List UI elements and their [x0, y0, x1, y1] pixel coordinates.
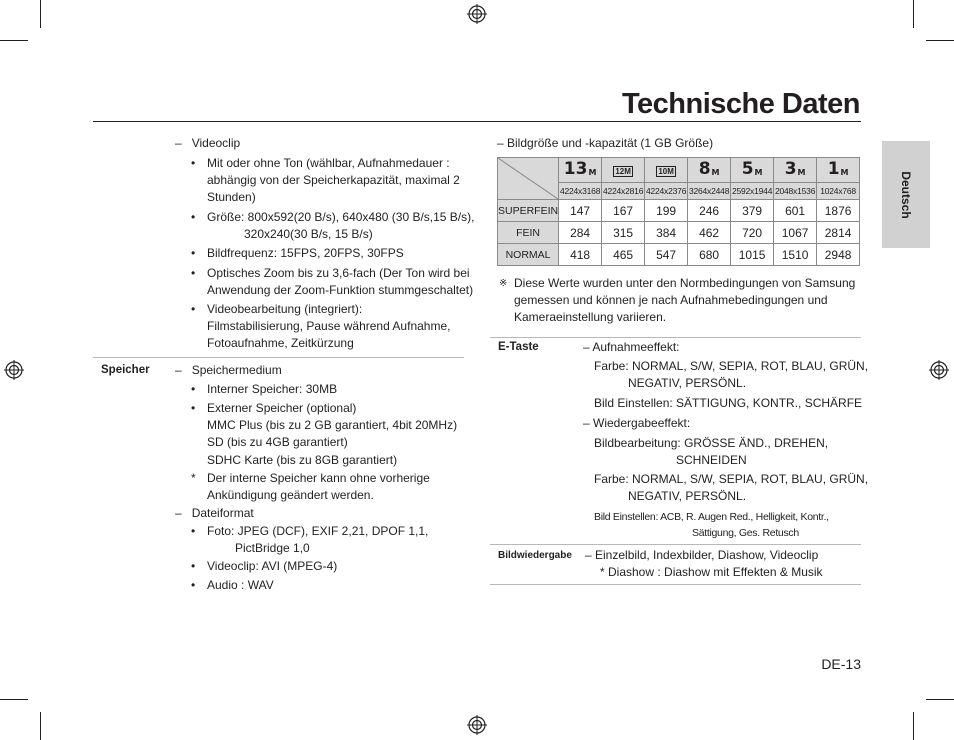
speicher-note: * Der interne Speicher kann ohne vorherige Ankündigung geändert werden. — [191, 471, 430, 502]
crop-mark — [0, 699, 28, 700]
table-row — [498, 222, 860, 244]
crop-mark — [40, 712, 41, 740]
table-cell: 384 — [645, 222, 688, 244]
wiedergabeeffekt-heading: – Wiedergabeeffekt: — [583, 416, 691, 430]
table-cell: 2814 — [817, 222, 860, 244]
speicher-label: Speicher — [101, 364, 150, 376]
table-cell: 720 — [731, 222, 774, 244]
registration-mark-icon — [929, 360, 949, 380]
resolution-label: 3264x2448 — [688, 183, 731, 200]
section-rule — [490, 337, 861, 338]
bildwiedergabe-label: Bildwiedergabe — [498, 550, 572, 561]
registration-mark-icon — [467, 4, 487, 24]
crop-mark — [926, 40, 954, 41]
wiedergabe-farbe: Farbe: NORMAL, S/W, SEPIA, ROT, BLAU, GRÜN, NEGATIV, PERSÖNL. — [594, 472, 869, 503]
table-cell: 379 — [731, 200, 774, 222]
page-title: Technische Daten — [621, 88, 860, 120]
resolution-8m-icon: 8 M — [688, 158, 731, 183]
table-footnote: ※ Diese Werte wurden unter den Normbedingungen von Samsung gemessen und können je nach Aufnahmebedingungen und Kameraeinstellung variieren. — [499, 276, 856, 324]
table-row — [498, 200, 860, 222]
resolution-label: 2048x1536 — [774, 183, 817, 200]
format-bullet: • Audio : WAV — [191, 578, 274, 592]
table-cell: 199 — [645, 200, 688, 222]
table-cell: 315 — [602, 222, 645, 244]
table-corner — [498, 158, 559, 200]
page-number: DE-13 — [821, 656, 861, 672]
registration-mark-icon — [4, 360, 24, 380]
registration-mark-icon — [467, 715, 487, 735]
resolution-3m-icon: 3 M — [774, 158, 817, 183]
table-caption: – Bildgröße und -kapazität (1 GB Größe) — [497, 136, 714, 150]
crop-mark — [40, 0, 41, 28]
aufnahme-bild: Bild Einstellen: SÄTTIGUNG, KONTR., SCHÄRFE — [594, 396, 863, 410]
side-tab — [882, 141, 930, 248]
table-cell: 601 — [774, 200, 817, 222]
speicher-bullet: • Externer Speicher (optional) MMC Plus (bis zu 2 GB garantiert, 4bit 20MHz) SD (bis zu 4GB garantiert) — [191, 401, 458, 449]
crop-mark — [913, 712, 914, 740]
format-bullet: • Videoclip: AVI (MPEG-4) — [191, 559, 338, 573]
table-cell: 1015 — [731, 244, 774, 266]
speicher-bullet: • Interner Speicher: 30MB — [191, 382, 338, 396]
video-bullet: • Optisches Zoom bis zu 3,6-fach (Der Ton wird bei Anwendung der Zoom-Funktion stummgeschaltet) — [191, 266, 474, 297]
crop-mark — [913, 0, 914, 28]
video-bullet: • Größe: 800x592(20 B/s), 640x480 (30 B/s,15 B/s), 320x240(30 B/s, 15 B/s) — [191, 210, 475, 241]
table-cell: 547 — [645, 244, 688, 266]
section-rule — [490, 544, 861, 545]
section-rule — [490, 584, 861, 585]
video-bullet: • Videobearbeitung (integriert): Filmstabilisierung, Pause während Aufnahme, Fotoaufnahme, Zeitkürzung — [191, 302, 451, 350]
resolution-label: 2592x1944 — [731, 183, 774, 200]
video-bullet: • Mit oder ohne Ton (wählbar, Aufnahmedauer : abhängig von der Speicherkapazität, maximal 2 Stunden) — [191, 156, 460, 204]
crop-mark — [926, 699, 954, 700]
table-cell: 462 — [688, 222, 731, 244]
table-cell: 147 — [559, 200, 602, 222]
resolution-1m-icon: 1 M — [817, 158, 860, 183]
resolution-label: 1024x768 — [817, 183, 860, 200]
aufnahme-farbe: Farbe: NORMAL, S/W, SEPIA, ROT, BLAU, GRÜN, NEGATIV, PERSÖNL. — [594, 359, 869, 390]
table-cell: 284 — [559, 222, 602, 244]
resolution-12m-icon: 12M — [602, 158, 645, 183]
wiedergabe-bearbeitung: Bildbearbeitung: GRÖSSE ÄND., DREHEN, SCHNEIDEN — [594, 436, 829, 467]
video-bullet: • Bildfrequenz: 15FPS, 20FPS, 30FPS — [191, 246, 404, 260]
resolution-label: 4224x3168 — [559, 183, 602, 200]
sdhc-text: SDHC Karte (bis zu 8GB garantiert) — [207, 453, 398, 467]
section-rule — [93, 357, 464, 358]
title-rule — [93, 121, 861, 122]
dateiformat-heading: – Dateiformat — [175, 506, 254, 520]
resolution-label: 4224x2376 — [645, 183, 688, 200]
table-row — [498, 244, 860, 266]
table-cell: 1067 — [774, 222, 817, 244]
video-heading: – Videoclip — [175, 136, 241, 150]
bildwiedergabe-line1: – Einzelbild, Indexbilder, Diashow, Videoclip — [585, 548, 819, 562]
table-cell: 465 — [602, 244, 645, 266]
format-bullet: • Foto: JPEG (DCF), EXIF 2,21, DPOF 1,1, PictBridge 1,0 — [191, 524, 429, 555]
resolution-13m-icon: 13 M — [559, 158, 602, 183]
row-label: FEIN — [498, 222, 559, 244]
speichermedium-heading: – Speichermedium — [175, 363, 282, 377]
aufnahmeeffekt-heading: – Aufnahmeeffekt: — [583, 340, 680, 354]
resolution-label: 4224x2816 — [602, 183, 645, 200]
crop-mark — [0, 40, 28, 41]
table-cell: 1876 — [817, 200, 860, 222]
row-label: SUPERFEIN — [498, 200, 559, 222]
wiedergabe-bild: Bild Einstellen: ACB, R. Augen Red., Helligkeit, Kontr., Sättigung, Ges. Retusch — [594, 511, 829, 539]
table-cell: 2948 — [817, 244, 860, 266]
etaste-label: E-Taste — [498, 341, 539, 353]
resolution-10m-icon: 10M — [645, 158, 688, 183]
table-cell: 1510 — [774, 244, 817, 266]
table-cell: 246 — [688, 200, 731, 222]
table-cell: 680 — [688, 244, 731, 266]
row-label: NORMAL — [498, 244, 559, 266]
bildwiedergabe-line2: * Diashow : Diashow mit Effekten & Musik — [600, 565, 823, 579]
table-cell: 418 — [559, 244, 602, 266]
table-cell: 167 — [602, 200, 645, 222]
resolution-5m-icon: 5 M — [731, 158, 774, 183]
capacity-table — [497, 157, 860, 266]
side-tab-label: Deutsch — [899, 170, 913, 219]
